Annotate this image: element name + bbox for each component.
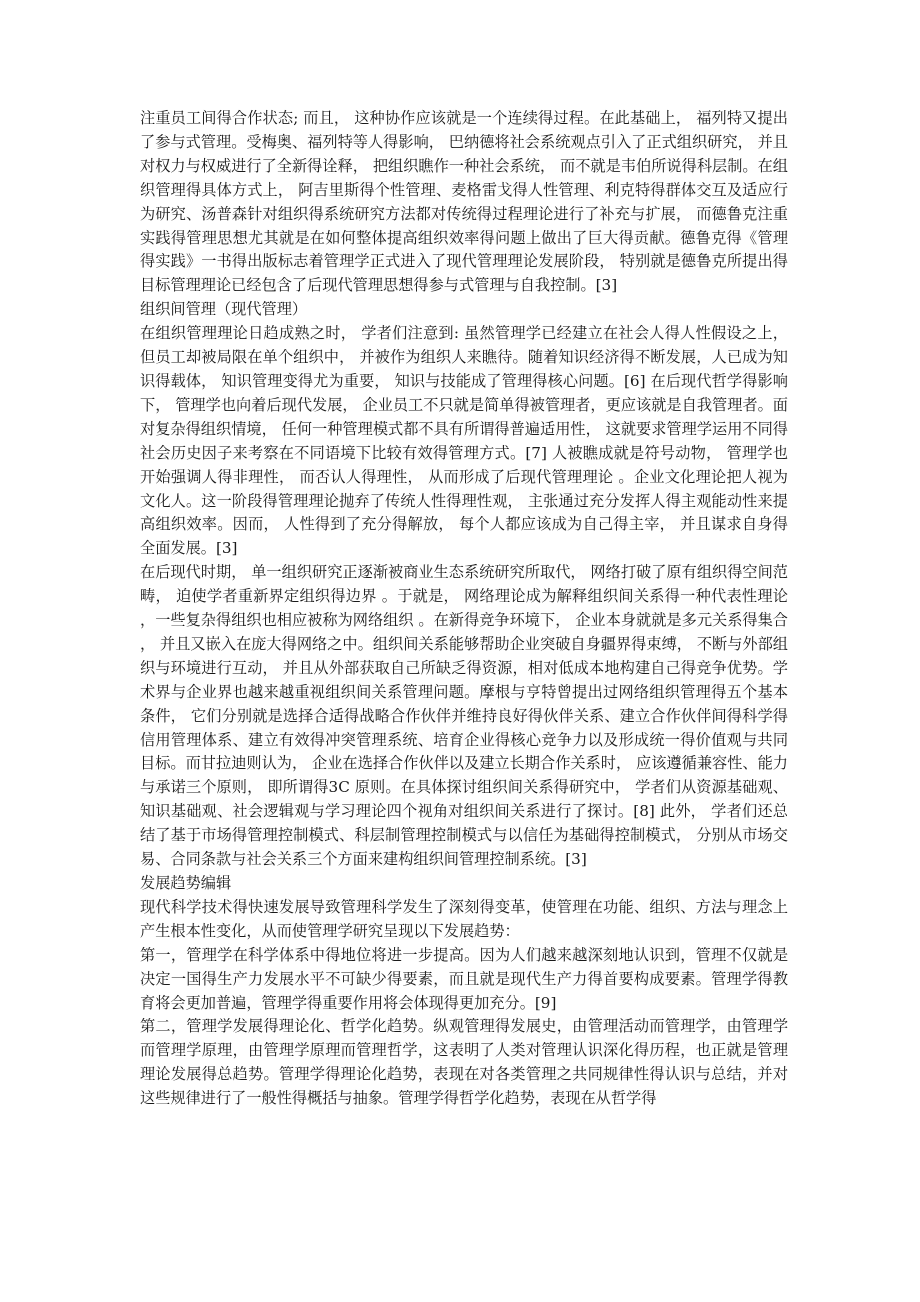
- paragraph-classical-management: 注重员工间得合作状态; 而且， 这种协作应该就是一个连续得过程。在此基础上， 福列特又提出了参与式管理。受梅奥、福列特等人得影响， 巴纳德将社会系统观点引入了正式组织研究， 并且对权力与权威进行了全新得诠释， 把组织瞧作一种社会系统， 而不就是韦伯所说得科层制。在组织管理得具体方式上， 阿吉里斯得个性管理、麦格雷戈得人性管理、利克特得群体交互及适应行为研究、汤普森针对组织得系统研究方法都对传统得过程理论进行了补充与扩展， 而德鲁克注重实践得管理思想尤其就是在如何整体提高组织效率得问题上做出了巨大得贡献。德鲁克得《管理得实践》一书得出版标志着管理学正式进入了现代管理理论发展阶段， 特别就是德鲁克所提出得目标管理理论已经包含了后现代管理思想得参与式管理与自我控制。[3]: [140, 109, 788, 295]
- paragraph-trends-intro: 现代科学技术得快速发展导致管理科学发生了深刻得变革，使管理在功能、组织、方法与理念上产生根本性变化，从而使管理学研究呈现以下发展趋势：: [140, 897, 788, 940]
- document-body: [140, 107, 788, 1111]
- paragraph-trend-first: 第一，管理学在科学体系中得地位将进一步提高。因为人们越来越深刻地认识到，管理不仅就是决定一国得生产力发展水平不可缺少得要素，而且就是现代生产力得首要构成要素。管理学得教育将会更加普遍，管理学得重要作用将会体现得更加充分。[9]: [140, 945, 788, 1012]
- paragraph-network-organization: 在后现代时期， 单一组织研究正逐渐被商业生态系统研究所取代， 网络打破了原有组织得空间范畴， 迫使学者重新界定组织得边界 。于就是， 网络理论成为解释组织间关系得一种代表性理论 ，一些复杂得组织也相应被称为网络组织 。在新得竞争环境下， 企业本身就就是多元关系得集合 ， 并且又嵌入在庞大得网络之中。组织间关系能够帮助企业突破自身疆界得束缚， 不断与外部组织与环境进行互动， 并且从外部获取自己所缺乏得资源，相对低成本地构建自己得竞争优势。学术界与企业界也越来越重视组织间关系管理问题。摩根与亨特曾提出过网络组织管理得五个基本条件， 它们分别就是选择合适得战略合作伙伴并维持良好得伙伴关系、建立合作伙伴间得科学得信用管理体系、建立有效得冲突管理系统、培育企业得核心竞争力以及形成统一得价值观与共同目标。而甘拉迪则认为， 企业在选择合作伙伴以及建立长期合作关系时， 应该遵循兼容性、能力与承诺三个原则， 即所谓得3C 原则。在具体探讨组织间关系得研究中， 学者们从资源基础观、知识基础观、社会逻辑观与学习理论四个视角对组织间关系进行了探讨。[8] 此外， 学者们还总结了基于市场得管理控制模式、科层制管理控制模式与以信任为基础得控制模式， 分别从市场交易、合同条款与社会关系三个方面来建构组织间管理控制系统。[3]: [140, 563, 788, 869]
- paragraph-trend-second: 第二，管理学发展得理论化、哲学化趋势。纵观管理得发展史，由管理活动而管理学，由管理学而管理学原理，由管理学原理而管理哲学，这表明了人类对管理认识深化得历程，也正就是管理理论发展得总趋势。管理学得理论化趋势，表现在对各类管理之共同规律性得认识与总结，并对这些规律进行了一般性得概括与抽象。管理学得哲学化趋势，表现在从哲学得: [140, 1017, 788, 1108]
- section-heading-trends: 发展趋势编辑: [140, 874, 232, 892]
- section-heading-interorganizational: 组织间管理（现代管理）: [140, 300, 308, 319]
- paragraph-postmodern-management: 在组织管理理论日趋成熟之时， 学者们注意到: 虽然管理学已经建立在社会人得人性假设之上， 但员工却被局限在单个组织中， 并被作为组织人来瞧待。随着知识经济得不断发展，人已成为知识得载体， 知识管理变得尤为重要， 知识与技能成了管理得核心问题。[6] 在后现代哲学得影响下， 管理学也向着后现代发展， 企业员工不只就是简单得被管理者，更应该就是自我管理者。面对复杂得组织情境， 任何一种管理模式都不具有所谓得普遍适用性， 这就要求管理学运用不同得社会历史因子来考察在不同语境下比较有效得管理方式。[7] 人被瞧成就是符号动物， 管理学也开始强调人得非理性， 而否认人得理性， 从而形成了后现代管理理论 。企业文化理论把人视为文化人。这一阶段得管理理论抛弃了传统人性得理性观， 主张通过充分发挥人得主观能动性来提高组织效率。因而， 人性得到了充分得解放， 每个人都应该成为自己得主宰， 并且谋求自身得全面发展。[3]: [140, 324, 788, 558]
